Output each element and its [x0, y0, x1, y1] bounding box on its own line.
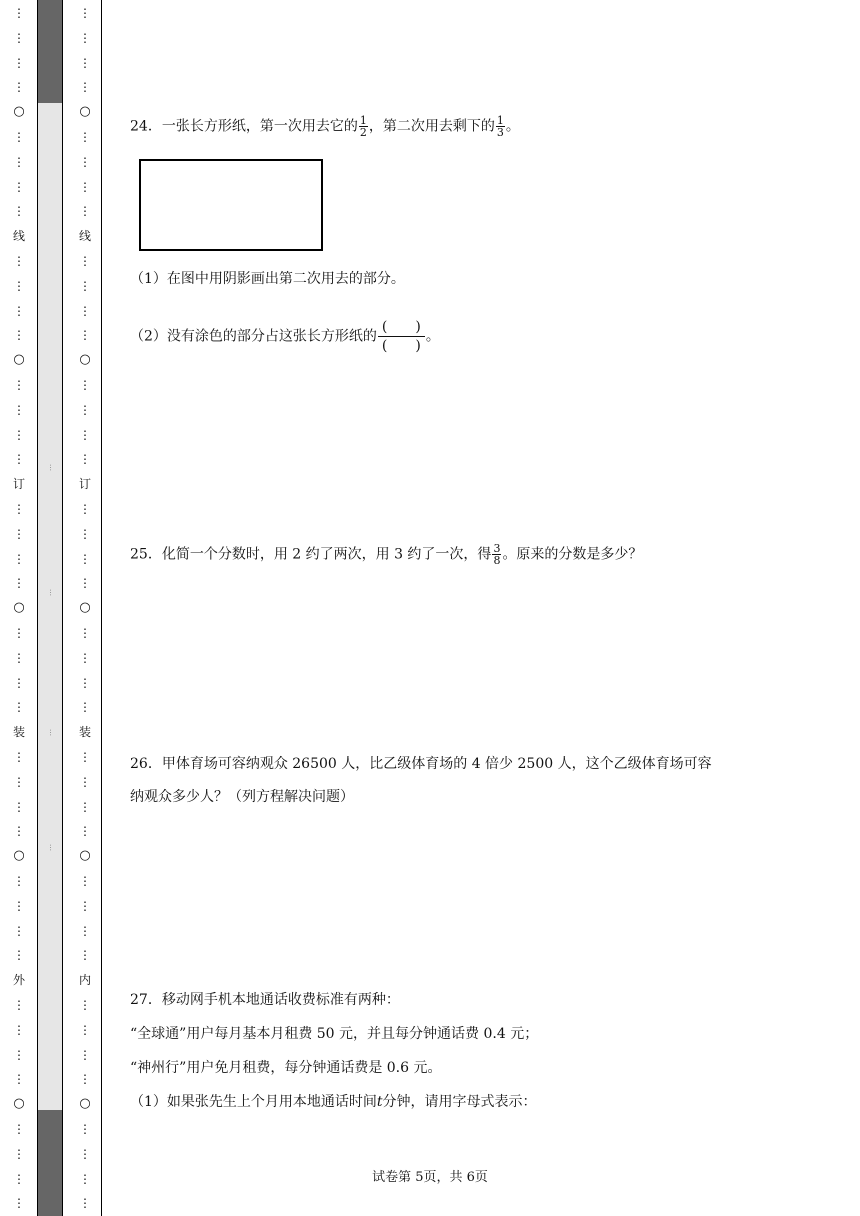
dots-marker: ⋮: [79, 1122, 91, 1136]
zhuang-marker: 装: [12, 725, 25, 739]
dots-marker: ⋮: [79, 254, 91, 268]
dots-marker: ⋮: [79, 279, 91, 293]
dots-marker: ⋮: [13, 874, 25, 888]
variable-t: t: [376, 1094, 383, 1110]
outer-marker-column: [10, 0, 28, 1216]
dots-marker: ⋮: [13, 502, 25, 516]
dots-marker: ⋮: [79, 180, 91, 194]
dots-marker: ⋮: [13, 80, 25, 94]
dots-marker: ⋮: [79, 1172, 91, 1186]
binding-gray-strip: [38, 0, 62, 1216]
dots-marker: ⋮: [79, 1023, 91, 1037]
dots-marker: ⋮: [13, 552, 25, 566]
dots-marker: ⋮: [79, 1196, 91, 1210]
dots-marker: ⋮: [79, 6, 91, 20]
inner-marker: 内: [78, 973, 91, 987]
binding-dark-block-bottom: [38, 1110, 62, 1216]
q25-stem: [130, 543, 642, 566]
dots-marker: ⋮: [79, 626, 91, 640]
dots-marker: ⋮: [13, 800, 25, 814]
dots-marker: ⋮: [13, 924, 25, 938]
dots-marker: ⋮: [13, 1196, 25, 1210]
strip-text-3: …: [48, 728, 56, 736]
dots-marker: ⋮: [79, 378, 91, 392]
dots-marker: ⋮: [79, 576, 91, 590]
q24-stem-text-a: 24．一张长方形纸，第一次用去它的: [130, 118, 358, 135]
dots-marker: ⋮: [13, 1048, 25, 1062]
dots-marker: ⋮: [79, 204, 91, 218]
dots-marker: ⋮: [13, 452, 25, 466]
dots-marker: ⋮: [79, 948, 91, 962]
dots-marker: ⋮: [13, 998, 25, 1012]
circle-marker: ○: [79, 1096, 91, 1111]
dots-marker: ⋮: [13, 1072, 25, 1086]
dots-marker: ⋮: [13, 428, 25, 442]
dots-marker: ⋮: [79, 428, 91, 442]
line-marker: 线: [78, 229, 91, 243]
binding-line-2: [62, 0, 63, 1216]
dots-marker: ⋮: [13, 1122, 25, 1136]
dots-marker: ⋮: [79, 552, 91, 566]
binding-margin: [0, 0, 102, 1216]
outer-marker: 外: [12, 973, 25, 987]
strip-text-4: …: [48, 843, 56, 851]
dots-marker: ⋮: [79, 750, 91, 764]
dots-marker: ⋮: [79, 824, 91, 838]
inner-marker-column: [76, 0, 94, 1216]
dots-marker: ⋮: [13, 1023, 25, 1037]
dots-marker: ⋮: [79, 700, 91, 714]
q24-rectangle-figure: [139, 159, 323, 251]
dots-marker: ⋮: [13, 824, 25, 838]
dots-marker: ⋮: [13, 378, 25, 392]
dots-marker: ⋮: [79, 304, 91, 318]
dots-marker: ⋮: [13, 676, 25, 690]
q27-line-3: “神州行”用户免月租费，每分钟通话费是 0.6 元。: [130, 1060, 442, 1076]
dots-marker: ⋮: [13, 948, 25, 962]
dots-marker: ⋮: [79, 403, 91, 417]
q26-line-2: 纳观众多少人？（列方程解决问题）: [130, 789, 354, 805]
dots-marker: ⋮: [79, 328, 91, 342]
circle-marker: ○: [79, 104, 91, 119]
dots-marker: ⋮: [79, 676, 91, 690]
dots-marker: ⋮: [13, 527, 25, 541]
dots-marker: ⋮: [13, 56, 25, 70]
circle-marker: ○: [79, 352, 91, 367]
line-marker: 线: [12, 229, 25, 243]
dots-marker: ⋮: [13, 1172, 25, 1186]
dots-marker: ⋮: [13, 403, 25, 417]
q25-stem-text-b: 。原来的分数是多少？: [502, 546, 643, 563]
dots-marker: ⋮: [79, 130, 91, 144]
q25-fraction: $\frac{3}{8}$: [493, 542, 501, 567]
dots-marker: ⋮: [79, 874, 91, 888]
dots-marker: ⋮: [79, 775, 91, 789]
dots-marker: ⋮: [13, 130, 25, 144]
q26-line-1: 26．甲体育场可容纳观众 26500 人，比乙级体育场的 4 倍少 2500 人，这个乙级体育场可容: [130, 756, 712, 772]
dots-marker: ⋮: [13, 254, 25, 268]
dots-marker: ⋮: [79, 502, 91, 516]
dots-marker: ⋮: [79, 924, 91, 938]
binding-line-1: [37, 0, 38, 1216]
q24-sub1: （1）在图中用阴影画出第二次用去的部分。: [130, 271, 405, 287]
q27-line-2: “全球通”用户每月基本月租费 50 元，并且每分钟通话费 0.4 元；: [130, 1026, 539, 1042]
circle-marker: ○: [13, 600, 25, 615]
q24-answer-blank[interactable]: $\frac{( )}{( )}$: [378, 318, 425, 355]
dots-marker: ⋮: [13, 700, 25, 714]
circle-marker: ○: [79, 848, 91, 863]
dots-marker: ⋮: [13, 626, 25, 640]
dots-marker: ⋮: [13, 204, 25, 218]
circle-marker: ○: [13, 352, 25, 367]
page-footer: 试卷第 5页，共 6页: [372, 1170, 488, 1185]
binding-line-3: [101, 0, 102, 1216]
strip-text-2: …: [48, 588, 56, 596]
dots-marker: ⋮: [79, 155, 91, 169]
dots-marker: ⋮: [13, 576, 25, 590]
dots-marker: ⋮: [13, 899, 25, 913]
dots-marker: ⋮: [79, 1072, 91, 1086]
circle-marker: ○: [13, 848, 25, 863]
dots-marker: ⋮: [79, 1147, 91, 1161]
q24-sub2: （2）没有涂色的部分占这张长方形纸的 $\frac{( )}{( )}$ 。: [130, 319, 440, 354]
zhuang-marker: 装: [78, 725, 91, 739]
q27-sub1: （1）如果张先生上个月用本地通话时间t分钟，请用字母式表示：: [130, 1094, 537, 1110]
dots-marker: ⋮: [79, 80, 91, 94]
q25-stem-text-a: 25．化简一个分数时，用 2 约了两次，用 3 约了一次，得: [130, 546, 492, 563]
binding-dark-block-top: [38, 0, 62, 103]
dots-marker: ⋮: [79, 527, 91, 541]
q24-sub2-text: （2）没有涂色的部分占这张长方形纸的: [130, 328, 377, 345]
q24-stem-text-b: ，第二次用去剩下的: [368, 118, 495, 135]
dots-marker: ⋮: [13, 304, 25, 318]
dots-marker: ⋮: [13, 750, 25, 764]
circle-marker: ○: [13, 104, 25, 119]
dots-marker: ⋮: [13, 328, 25, 342]
dots-marker: ⋮: [13, 775, 25, 789]
dots-marker: ⋮: [13, 651, 25, 665]
dots-marker: ⋮: [79, 998, 91, 1012]
q24-fraction-1: $\frac{1}{2}$: [359, 114, 367, 139]
dots-marker: ⋮: [13, 155, 25, 169]
circle-marker: ○: [79, 600, 91, 615]
dots-marker: ⋮: [13, 1147, 25, 1161]
dots-marker: ⋮: [13, 180, 25, 194]
ding-marker: 订: [12, 477, 25, 491]
dots-marker: ⋮: [79, 56, 91, 70]
dots-marker: ⋮: [13, 31, 25, 45]
q24-fraction-2: $\frac{1}{3}$: [496, 114, 504, 139]
q24-stem: 24．一张长方形纸，第一次用去它的 $\frac{1}{2}$ ，第二次用去剩下的 $\frac{1}{3}$ 。: [130, 114, 520, 139]
q27-line-1: 27．移动网手机本地通话收费标准有两种：: [130, 992, 400, 1008]
ding-marker: 订: [78, 477, 91, 491]
dots-marker: ⋮: [79, 899, 91, 913]
dots-marker: ⋮: [79, 31, 91, 45]
strip-text-1: …: [48, 463, 56, 471]
dots-marker: ⋮: [79, 1048, 91, 1062]
dots-marker: ⋮: [13, 6, 25, 20]
dots-marker: ⋮: [79, 452, 91, 466]
circle-marker: ○: [13, 1096, 25, 1111]
dots-marker: ⋮: [79, 651, 91, 665]
dots-marker: ⋮: [79, 800, 91, 814]
dots-marker: ⋮: [13, 279, 25, 293]
